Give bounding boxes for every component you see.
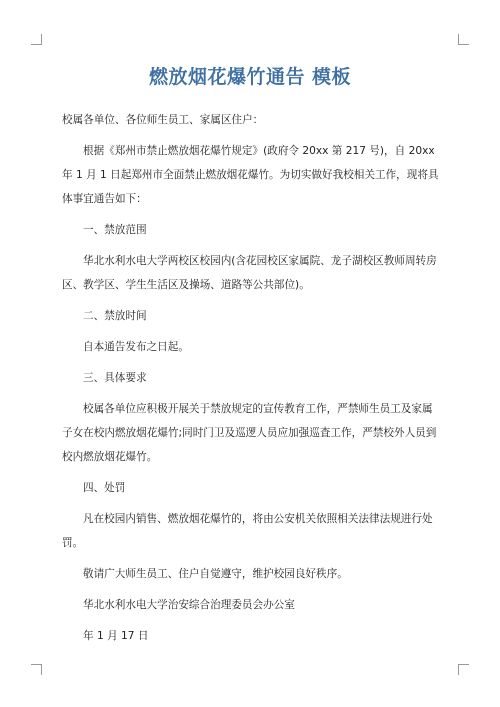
document-body <box>62 108 442 655</box>
scope-paragraph: 华北水利水电大学两校区校园内(含花园校区家属院、龙子湖校区教师周转房区、教学区、学生生活区及操场、道路等公共部位)。 <box>62 255 437 291</box>
section-heading-scope: 一、禁放范围 <box>83 224 147 236</box>
page-corner-mark-bottom-right <box>458 664 469 675</box>
issuer-signature: 华北水利水电大学治安综合治理委员会办公室 <box>83 599 295 611</box>
page-corner-mark-bottom-left <box>31 664 42 675</box>
time-paragraph: 自本通告发布之日起。 <box>83 341 189 353</box>
section-heading-requirements: 三、具体要求 <box>83 372 147 384</box>
section-heading-penalty: 四、处罚 <box>83 482 126 494</box>
page-corner-mark-top-left <box>31 34 42 45</box>
closing-paragraph: 敬请广大师生员工、住户自觉遵守，维护校园良好秩序。 <box>83 568 348 580</box>
section-heading-time: 二、禁放时间 <box>83 310 147 322</box>
intro-paragraph: 根据《郑州市禁止燃放烟花爆竹规定》(政府令 20xx 第 217 号)，自 20xx 年 1 月 1 日起郑州市全面禁止燃放烟花爆竹。为切实做好我校相关工作，现将具体事宜通告如下： <box>62 145 439 205</box>
document-title: 燃放烟花爆竹通告 模板 <box>148 66 352 88</box>
penalty-paragraph: 凡在校园内销售、燃放烟花爆竹的，将由公安机关依照相关法律法规进行处罚。 <box>62 513 433 549</box>
issue-date: 年 1 月 17 日 <box>83 630 149 642</box>
requirements-paragraph: 校属各单位应积极开展关于禁放规定的宣传教育工作，严禁师生员工及家属子女在校内燃放烟花爆竹;同时门卫及巡逻人员应加强巡査工作，严禁校外人员到校内燃放烟花爆竹。 <box>62 403 437 463</box>
salutation: 校属各单位、各位师生员工、家属区住户： <box>62 114 264 126</box>
page-corner-mark-top-right <box>458 34 469 45</box>
